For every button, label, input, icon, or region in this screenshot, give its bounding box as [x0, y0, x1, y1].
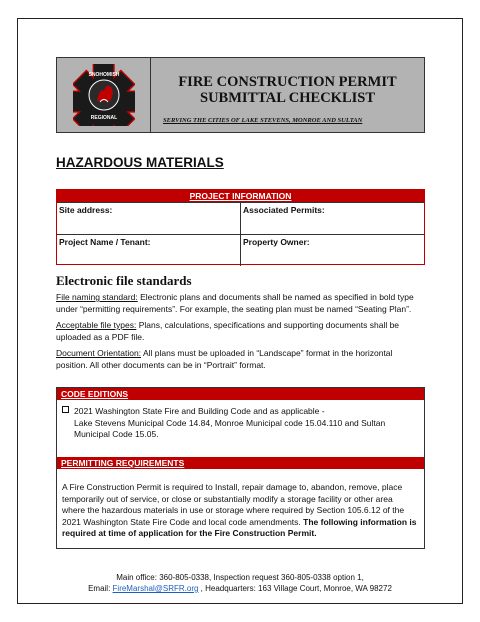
table-row — [57, 202, 424, 234]
table-row — [57, 234, 424, 266]
file-types-paragraph — [56, 320, 426, 343]
file-naming-text: Electronic plans and documents shall be named as specified in bold type under “permitting requirements”. For example, the seating plan must be named “Seating Plan”. — [56, 292, 414, 314]
electronic-standards-heading: Electronic file standards — [56, 273, 192, 288]
orientation-paragraph — [56, 348, 426, 371]
permitting-bold-note: The following information is required at time of application for the Fire Construction Permit. — [62, 516, 417, 538]
title-line-1: FIRE CONSTRUCTION PERMIT — [178, 74, 397, 90]
project-name-field[interactable]: Project Name / Tenant: — [59, 237, 151, 247]
section-title: HAZARDOUS MATERIALS — [56, 155, 224, 170]
email-prefix: Email: — [88, 584, 113, 593]
code-editions-box — [56, 387, 425, 549]
permitting-requirements-text — [62, 482, 418, 540]
file-naming-label: File naming standard: — [56, 292, 138, 302]
fire-department-logo — [73, 64, 135, 126]
logo-panel — [57, 58, 151, 132]
title-line-2: SUBMITTAL CHECKLIST — [200, 90, 375, 106]
file-types-text: Plans, calculations, specifications and supporting documents shall be uploaded as a PDF file. — [56, 320, 400, 342]
permitting-body: A Fire Construction Permit is required to Install, repair damage to, abandon, remove, place temporarily out of service, or close or substantially modify a storage facility or other area where the hazardous materials in use or storage where required by Section 105.6.12 of the 2021 Washington State Fire Code and local code amendments. — [62, 482, 405, 527]
property-owner-field[interactable]: Property Owner: — [240, 235, 424, 266]
code-line-1: 2021 Washington State Fire and Building Code and as applicable - — [74, 406, 325, 416]
associated-permits-field[interactable]: Associated Permits: — [240, 203, 424, 234]
code-editions-heading: CODE EDITIONS — [57, 388, 424, 400]
email-link[interactable]: FireMarshal@SRFR.org — [112, 584, 199, 593]
header-block — [56, 57, 425, 133]
headquarters-text: , Headquarters: 163 Village Court, Monroe, WA 98272 — [198, 584, 392, 593]
title-panel — [151, 58, 424, 132]
file-types-label: Acceptable file types: — [56, 320, 137, 330]
footer-line-1: Main office: 360-805-0338, Inspection request 360-805-0338 option 1, — [116, 573, 364, 582]
svg-text:SNOHOMISH: SNOHOMISH — [88, 72, 119, 78]
permitting-requirements-heading: PERMITTING REQUIREMENTS — [57, 457, 424, 469]
document-title — [151, 74, 424, 106]
project-information-heading: PROJECT INFORMATION — [57, 190, 424, 202]
footer — [0, 572, 480, 594]
orientation-label: Document Orientation: — [56, 348, 142, 358]
service-area-subtitle: SERVING THE CITIES OF LAKE STEVENS, MONROE AND SULTAN — [163, 117, 363, 124]
code-editions-item — [62, 406, 422, 441]
project-information-table — [56, 189, 425, 265]
code-line-2: Lake Stevens Municipal Code 14.84, Monroe Municipal code 15.04.110 and Sultan Municipal Code 15.05. — [74, 417, 386, 439]
checkbox-icon[interactable] — [62, 406, 69, 413]
footer-line-2 — [0, 583, 480, 594]
site-address-field[interactable]: Site address: — [59, 205, 113, 215]
orientation-text: All plans must be uploaded in “Landscape” format in the horizontal position. All other documents can be in “Portrait” format. — [56, 348, 393, 370]
file-naming-paragraph — [56, 292, 426, 315]
svg-text:REGIONAL: REGIONAL — [90, 115, 117, 121]
